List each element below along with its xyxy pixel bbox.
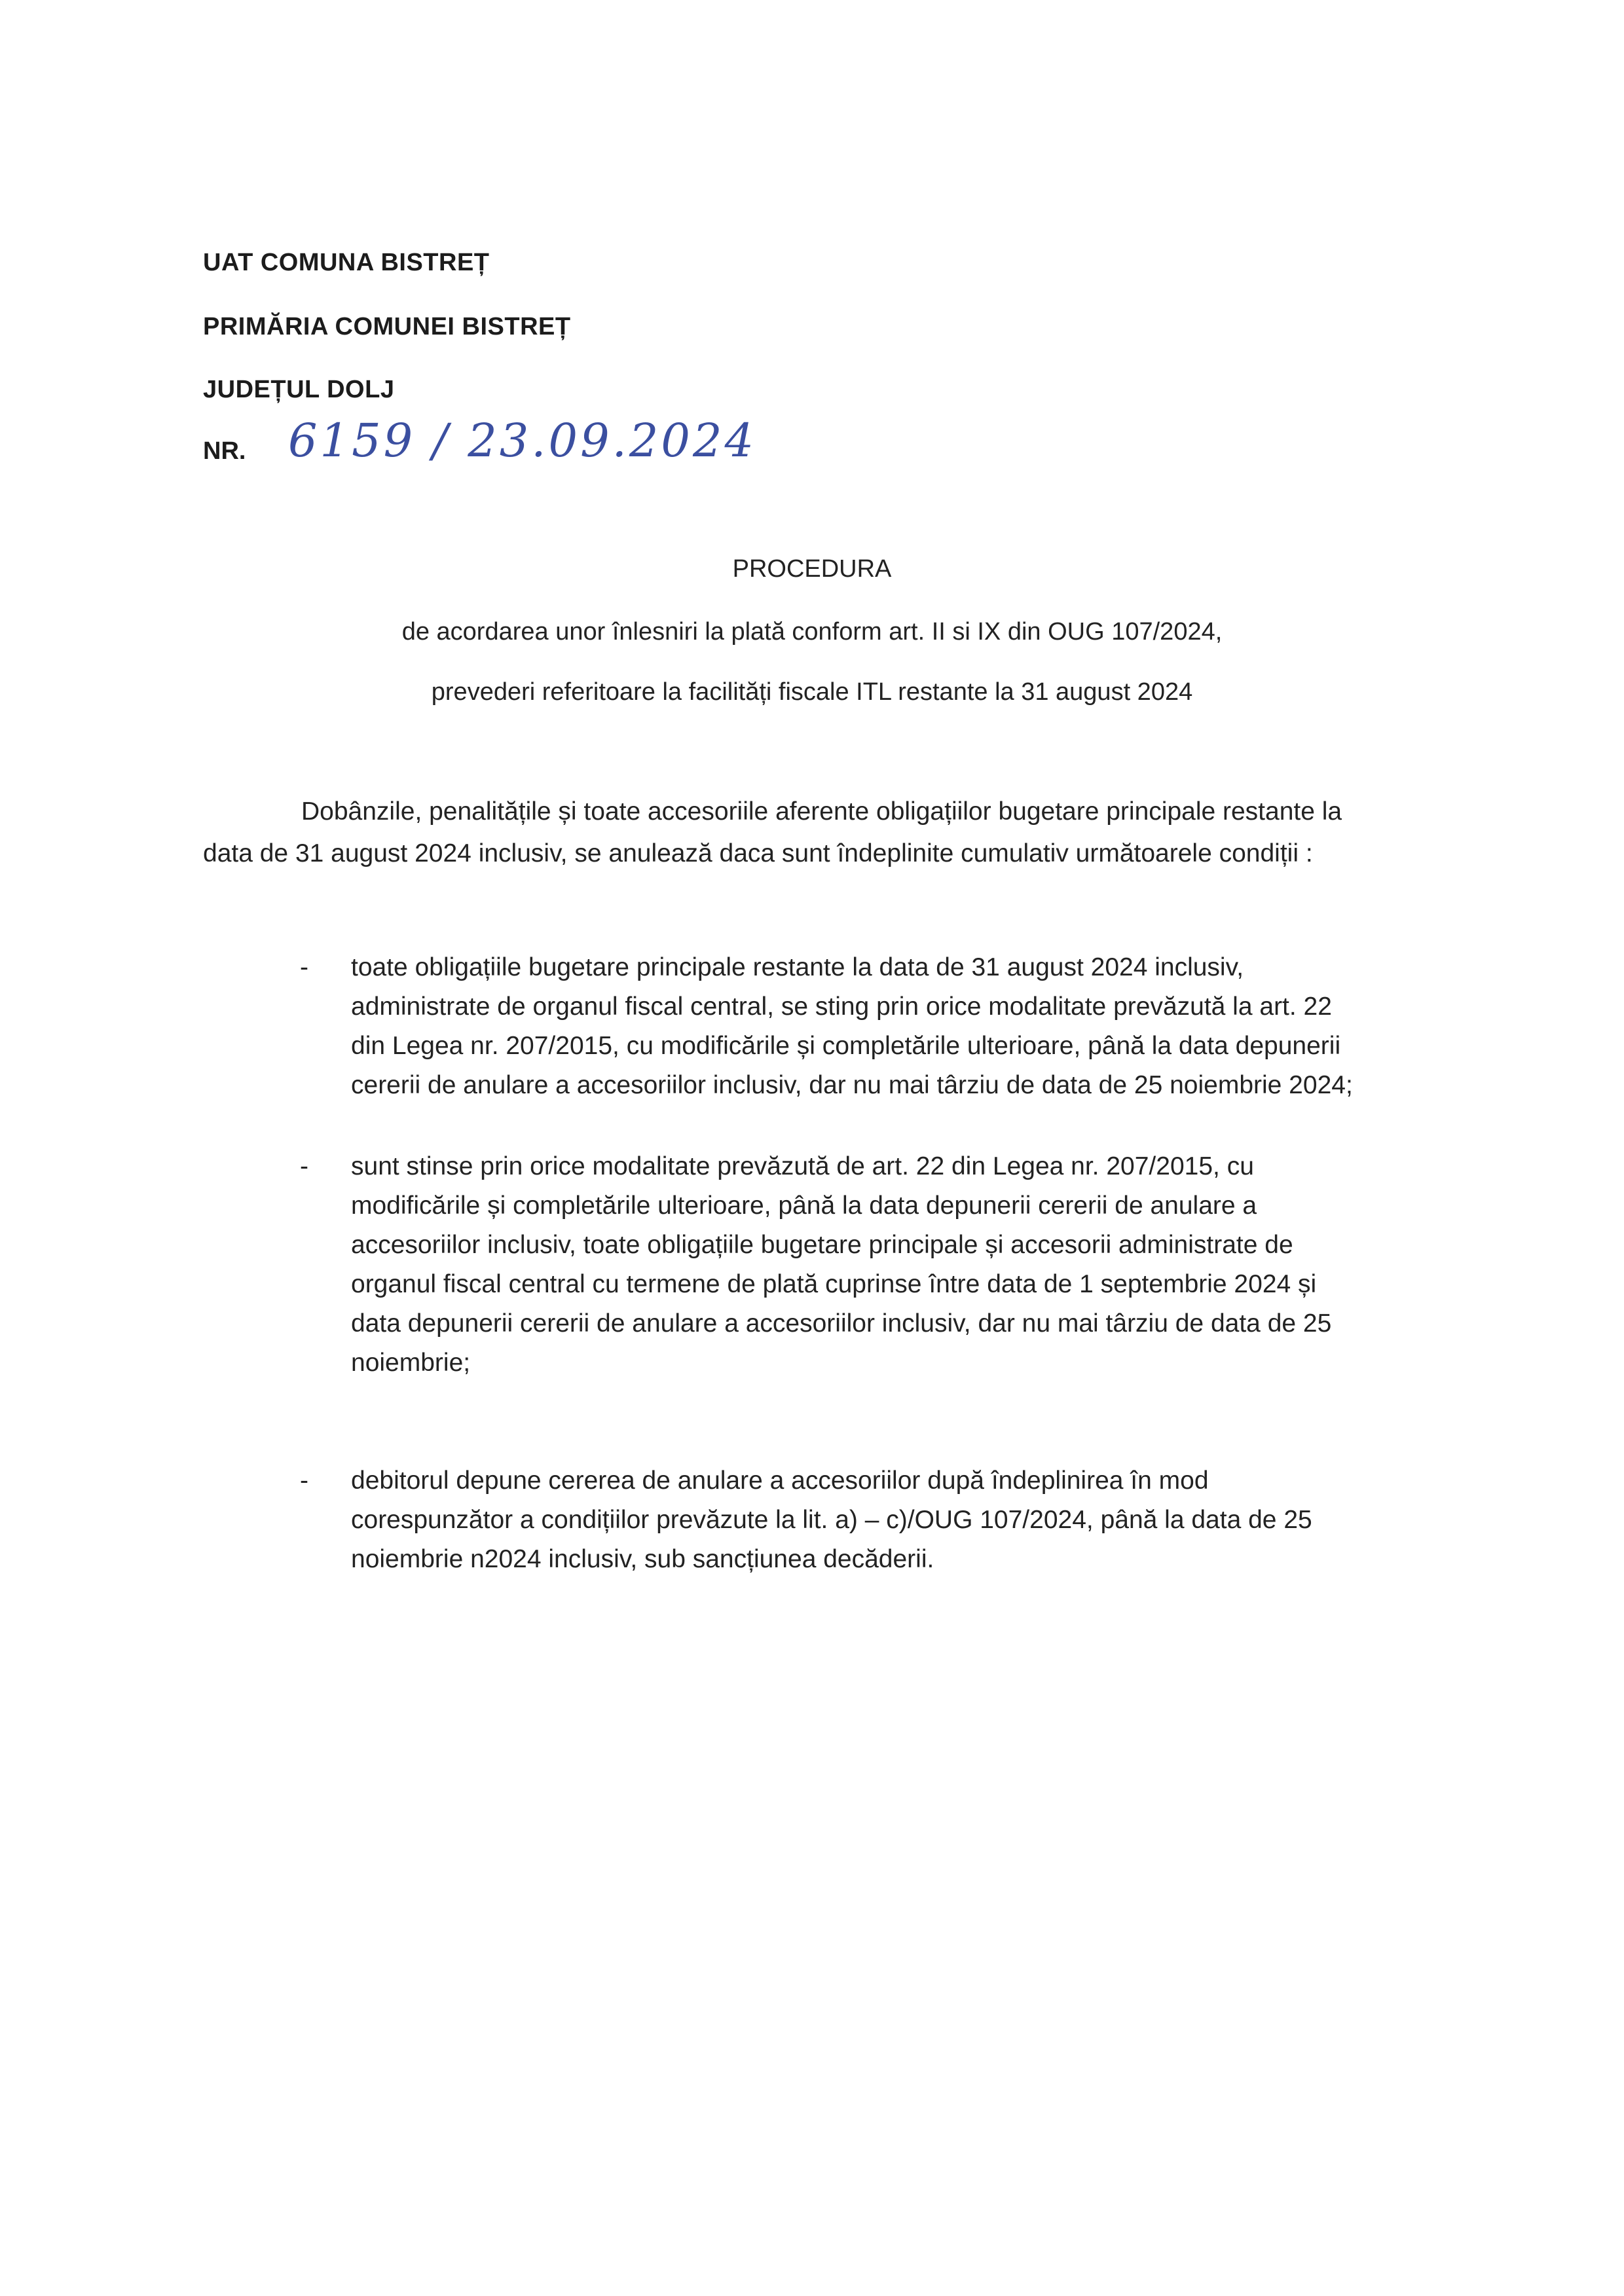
header-uat: UAT COMUNA BISTREȚ — [203, 249, 490, 276]
condition-line: toate obligațiile bugetare principale restante la data de 31 august 2024 inclusiv, — [351, 953, 1244, 981]
condition-3-marker: - — [300, 1467, 308, 1495]
condition-line: corespunzător a condițiilor prevăzute la lit. a) – c)/OUG 107/2024, până la data de 25 — [351, 1506, 1312, 1534]
condition-line: din Legea nr. 207/2015, cu modificările și completările ulterioare, până la data depunerii — [351, 1032, 1341, 1060]
intro-line: data de 31 august 2024 inclusiv, se anulează daca sunt îndeplinite cumulativ următoarele condiții : — [203, 839, 1313, 867]
condition-line: accesoriilor inclusiv, toate obligațiile bugetare principale și accesorii administrate de — [351, 1231, 1293, 1259]
condition-line: noiembrie; — [351, 1349, 471, 1377]
condition-line: cererii de anulare a accesoriilor inclusiv, dar nu mai târziu de data de 25 noiembrie 2024; — [351, 1071, 1353, 1099]
document-subtitle-line-2: prevederi referitoare la facilități fiscale ITL restante la 31 august 2024 — [431, 678, 1193, 706]
condition-line: debitorul depune cererea de anulare a accesoriilor după îndeplinirea în mod — [351, 1467, 1209, 1495]
condition-1-marker: - — [300, 953, 308, 981]
registration-number-label: NR. — [203, 437, 246, 465]
intro-paragraph — [203, 791, 1454, 875]
condition-line: noiembrie n2024 inclusiv, sub sancțiunea decăderii. — [351, 1545, 934, 1573]
condition-3-text — [351, 1461, 1464, 1579]
condition-2-text — [351, 1147, 1464, 1383]
condition-line: modificările și completările ulterioare, până la data depunerii cererii de anulare a — [351, 1192, 1257, 1220]
intro-line: Dobânzile, penalitățile și toate accesoriile aferente obligațiilor bugetare principale restante la — [301, 797, 1342, 826]
condition-1-text — [351, 948, 1464, 1105]
condition-line: organul fiscal central cu termene de plată cuprinse între data de 1 septembrie 2024 și — [351, 1270, 1317, 1298]
condition-2-marker: - — [300, 1152, 308, 1180]
registration-number-handwritten: 6159 / 23.09.2024 — [288, 414, 757, 467]
header-primaria: PRIMĂRIA COMUNEI BISTREȚ — [203, 313, 571, 340]
document-subtitle-line-1: de acordarea unor înlesniri la plată conform art. II si IX din OUG 107/2024, — [401, 618, 1223, 646]
condition-line: sunt stinse prin orice modalitate prevăzută de art. 22 din Legea nr. 207/2015, cu — [351, 1152, 1254, 1180]
condition-line: administrate de organul fiscal central, se sting prin orice modalitate prevăzută la art. 22 — [351, 993, 1332, 1021]
document-title: PROCEDURA — [732, 555, 892, 583]
condition-line: data depunerii cererii de anulare a accesoriilor inclusiv, dar nu mai târziu de data de 25 — [351, 1309, 1332, 1338]
header-judet: JUDEȚUL DOLJ — [203, 376, 395, 403]
